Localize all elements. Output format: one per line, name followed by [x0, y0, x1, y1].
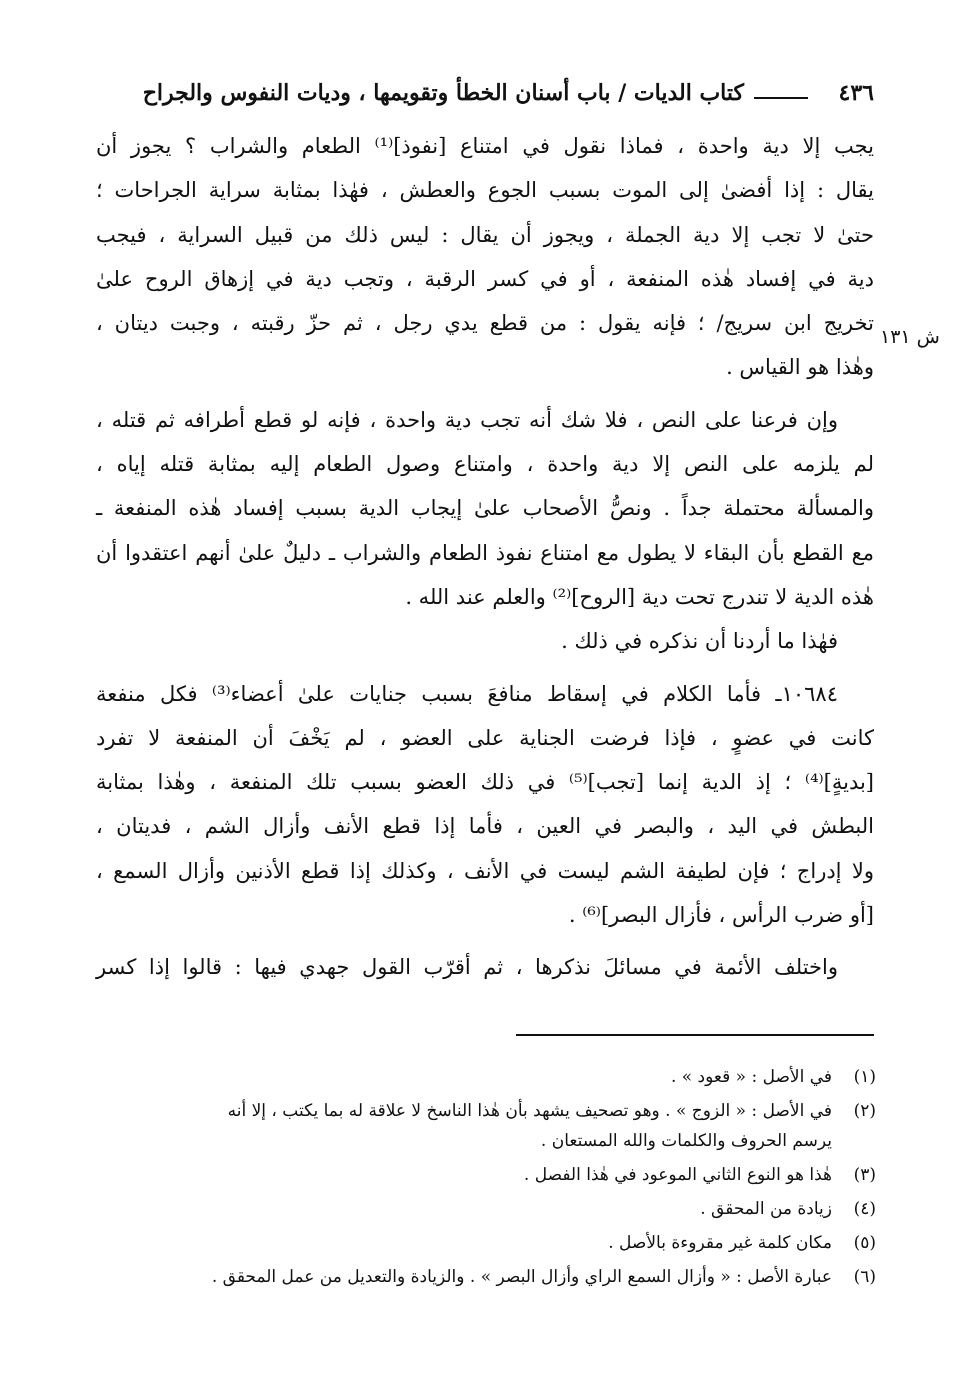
text-line: [أو ضرب الرأس ، فأزال البصر]⁽⁶⁾ .: [568, 903, 874, 928]
footnote-line: في الأصل : « الزوج » . وهو تصحيف يشهد بأن هٰذا الناسخ لا علاقة له بما يكتب ، إلا أنه: [227, 1101, 832, 1121]
footnote-text: [96, 1228, 832, 1258]
header-dash: [754, 97, 808, 99]
footnote-number: (٥): [853, 1233, 876, 1253]
footnote-text: [96, 1062, 832, 1092]
footnote-number: (٢): [853, 1101, 876, 1121]
text-line: واختلف الأئمة في مسائلَ نذكرها ، ثم أقرّب القول جهدي فيها : قالوا إذا كسر: [96, 955, 838, 980]
text-line: والمسألة محتملة جداً . ونصُّ الأصحاب علىٰ إيجاب الدية بسبب إفساد هٰذه المنفعة ـ: [96, 496, 874, 521]
footnote: [96, 1096, 876, 1156]
footnote-text: [96, 1096, 832, 1156]
text-line: ولا إدراج ؛ فإن لطيفة الشم ليست في الأنف ، وكذلك إذا قطع الأذنين وأزال السمع ،: [96, 858, 874, 883]
running-header: [96, 80, 874, 120]
footnote-line: عبارة الأصل : « وأزال السمع الراي وأزال البصر » . والزيادة والتعديل من عمل المحقق .: [211, 1267, 832, 1287]
text-line: حتىٰ لا تجب إلا دية الجملة ، ويجوز أن يقال : ليس ذلك من قبيل السراية ، فيجب: [96, 222, 874, 247]
text-line: ١٠٦٨٤ـ فأما الكلام في إسقاط منافعَ بسبب جنايات علىٰ أعضاء⁽³⁾ فكل منفعة: [96, 681, 838, 706]
footnote-number: (١): [853, 1067, 876, 1087]
footnote: [96, 1160, 876, 1190]
header-title: كتاب الديات / باب أسنان الخطأ وتقويمها ، وديات النفوس والجراح: [142, 80, 744, 106]
text-line: مع القطع بأن البقاء لا يطول مع امتناع نفوذ الطعام والشراب ـ دليلٌ علىٰ أنهم اعتقدوا أن: [96, 540, 874, 565]
text-line: البطش في اليد ، والبصر في العين ، فأما إذا قطع الأنف وأزال الشم ، فديتان ،: [96, 814, 874, 839]
footnote-line: زيادة من المحقق .: [700, 1199, 832, 1219]
text-line: هٰذه الدية لا تندرج تحت دية [الروح]⁽²⁾ والعلم عند الله .: [405, 584, 874, 609]
footnote-line: مكان كلمة غير مقروءة بالأصل .: [608, 1233, 832, 1253]
footnote-line: هٰذا هو النوع الثاني الموعود في هٰذا الفصل .: [523, 1165, 832, 1185]
footnote: [96, 1062, 876, 1092]
footnote-line: يرسم الحروف والكلمات والله المستعان .: [540, 1131, 832, 1151]
main-text: [96, 124, 874, 990]
manuscript-folio-note: ش ١٣١: [880, 326, 940, 348]
text-line: فهٰذا ما أردنا أن نذكره في ذلك .: [561, 629, 838, 654]
text-line: لم يلزمه على النص إلا دية واحدة ، وامتناع وصول الطعام إليه بمثابة قتله إياه ،: [96, 452, 874, 477]
footnote: [96, 1194, 876, 1224]
text-line: يجب إلا دية واحدة ، فماذا نقول في امتناع [نفوذ]⁽¹⁾ الطعام والشراب ؟ يجوز أن: [96, 134, 874, 158]
footnote: [96, 1262, 876, 1292]
text-line: تخريج ابن سريج/ ؛ فإنه يقول : من قطع يدي رجل ، ثم حزّ رقبته ، وجبت ديتان ،: [96, 311, 874, 336]
text-line: كانت في عضوٍ ، فإذا فرضت الجناية على العضو ، لم يَخْفَ أن المنفعة لا تفرد: [96, 725, 874, 750]
footnote-number: (٦): [853, 1267, 876, 1287]
footnote-text: [96, 1160, 832, 1190]
text-line: وهٰذا هو القياس .: [726, 355, 874, 380]
footnote-number: (٣): [853, 1165, 876, 1185]
footnote: [96, 1228, 876, 1258]
text-line: وإن فرعنا على النص ، فلا شك أنه تجب دية واحدة ، فإنه لو قطع أطرافه ثم قتله ،: [96, 407, 838, 432]
footnote-number: (٤): [853, 1199, 876, 1219]
text-line: [بديةٍ]⁽⁴⁾ ؛ إذ الدية إنما [تجب]⁽⁵⁾ في ذلك العضو بسبب تلك المنفعة ، وهٰذا بمثابة: [96, 770, 874, 795]
footnote-text: [96, 1262, 832, 1292]
footnotes: [96, 1062, 876, 1296]
footnote-line: في الأصل : « قعود » .: [670, 1067, 832, 1087]
footnote-separator: [516, 1034, 874, 1036]
text-line: دية في إفساد هٰذه المنفعة ، أو في كسر الرقبة ، وتجب دية في إزهاق الروح علىٰ: [96, 266, 874, 291]
page-number: ٤٣٦: [838, 80, 874, 106]
footnote-text: [96, 1194, 832, 1224]
text-line: يقال : إذا أفضىٰ إلى الموت بسبب الجوع والعطش ، فهٰذا بمثابة سراية الجراحات ؛: [96, 178, 874, 203]
